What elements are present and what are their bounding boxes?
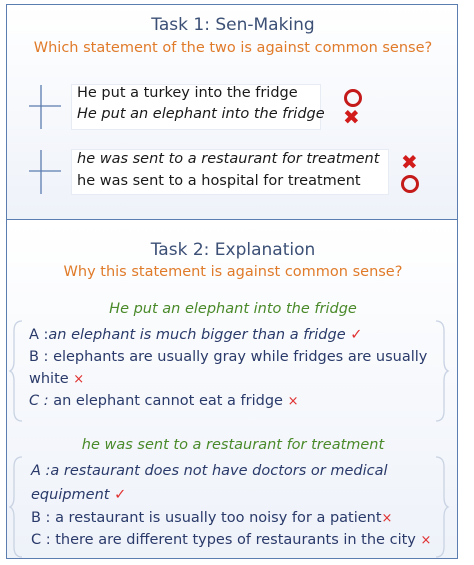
task2-panel (6, 219, 458, 559)
task2-title: Task 2: Explanation (150, 240, 316, 260)
option-text: equipment (31, 487, 110, 503)
cross-icon: × (420, 533, 432, 548)
option-prefix: C : (29, 393, 49, 409)
option-prefix: A : (29, 327, 49, 343)
option-prefix: A : (31, 463, 51, 479)
group1-option-b-continued (29, 371, 84, 387)
option-text: a restaurant does not have doctors or medical (50, 463, 388, 479)
group2-option-c (31, 532, 431, 548)
task2-question: Why this statement is against common sense? (63, 264, 403, 280)
cross-icon: ✖ (401, 150, 418, 174)
group1-option-a (29, 327, 362, 343)
option-text: an elephant cannot eat a fridge (53, 393, 283, 409)
pair2-statement-1: he was sent to a restaurant for treatment (77, 151, 380, 167)
task1-title: Task 1: Sen-Making (151, 15, 315, 35)
cross-icon: ✖ (343, 105, 360, 129)
group2-option-a-continued (31, 487, 126, 503)
circle-icon (401, 175, 419, 193)
option-text: an elephant is much bigger than a fridge (48, 327, 346, 343)
task1-panel (6, 4, 458, 220)
check-icon: ✓ (350, 327, 363, 343)
option-text: a restaurant is usually too noisy for a patient (55, 510, 382, 526)
option-prefix: C : (31, 532, 51, 548)
pair1-statement-1: He put a turkey into the fridge (77, 85, 298, 101)
option-prefix: B : (31, 510, 51, 526)
task1-question: Which statement of the two is against common sense? (33, 40, 433, 56)
option-text: there are different types of restaurants in the city (55, 532, 416, 548)
cross-icon: × (287, 394, 299, 409)
group2-statement: he was sent to a restaurant for treatment (81, 437, 385, 453)
check-icon: ✓ (114, 487, 127, 503)
option-text: white (29, 371, 69, 387)
group2-option-a (31, 463, 387, 479)
pair1-statement-2: He put an elephant into the fridge (77, 106, 325, 122)
cross-icon: × (73, 372, 85, 387)
pair2-statement-2: he was sent to a hospital for treatment (77, 173, 361, 189)
group2-option-b (31, 510, 392, 526)
option-prefix: B : (29, 349, 49, 365)
group1-option-b (29, 349, 427, 365)
pair1-bracket (29, 85, 69, 135)
pair2-bracket (29, 150, 69, 200)
group1-option-c (29, 393, 299, 409)
cross-icon: × (381, 511, 393, 526)
option-text: elephants are usually gray while fridges are usually (53, 349, 428, 365)
group1-statement: He put an elephant into the fridge (109, 301, 357, 317)
